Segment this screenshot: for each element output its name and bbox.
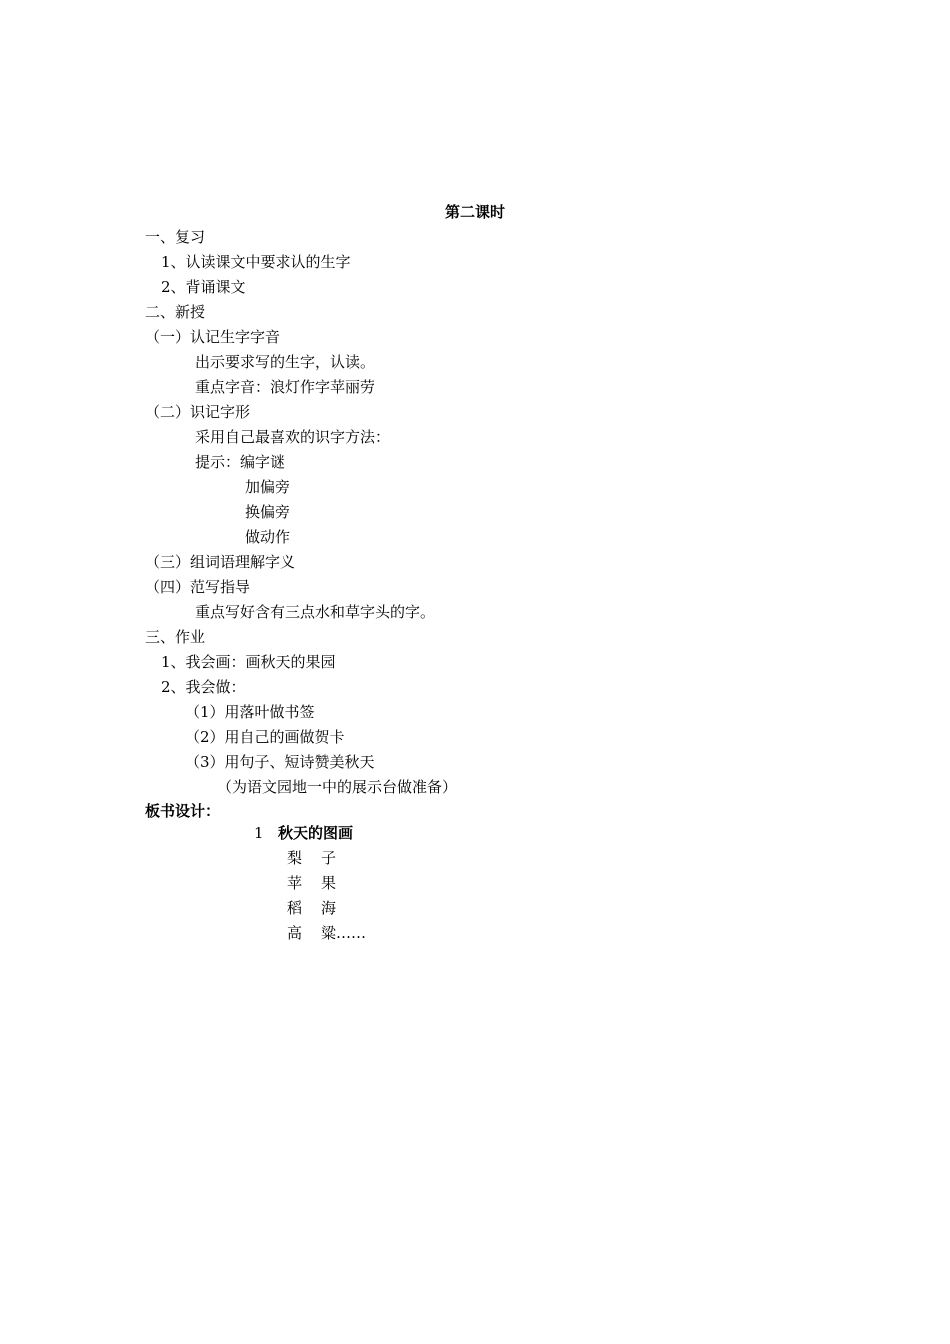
board-word-second: 粱…… bbox=[321, 924, 367, 942]
homework-subitem-1: （1）用落叶做书签 bbox=[185, 703, 315, 721]
board-word-pair bbox=[287, 896, 336, 921]
subsection-word-meaning: （三）组词语理解字义 bbox=[145, 553, 296, 571]
review-item-2: 2、背诵课文 bbox=[161, 278, 246, 296]
board-word-pair bbox=[287, 921, 366, 946]
subsection-writing-guide: （四）范写指导 bbox=[145, 578, 251, 596]
subsection-character-form: （二）识记字形 bbox=[145, 403, 251, 421]
homework-item-1: 1、我会画：画秋天的果园 bbox=[161, 653, 336, 671]
subsection-pronunciation: （一）认记生字字音 bbox=[145, 328, 281, 346]
board-word-second: 果 bbox=[321, 874, 337, 892]
board-word-second: 海 bbox=[321, 899, 337, 917]
character-form-method: 采用自己最喜欢的识字方法： bbox=[195, 428, 391, 446]
pronunciation-item-1: 出示要求写的生字，认读。 bbox=[195, 353, 376, 371]
pronunciation-item-2: 重点字音：浪灯作字苹丽劳 bbox=[195, 378, 376, 396]
board-word-first: 稻 bbox=[287, 899, 303, 917]
board-word-second: 子 bbox=[321, 849, 337, 867]
homework-subitem-3: （3）用句子、短诗赞美秋天 bbox=[185, 753, 375, 771]
review-item-1: 1、认读课文中要求认的生字 bbox=[161, 253, 351, 271]
board-word-first: 苹 bbox=[287, 874, 303, 892]
hint-item-3: 换偏旁 bbox=[245, 503, 291, 521]
board-design-label: 板书设计： bbox=[145, 802, 221, 820]
board-word-pair bbox=[287, 846, 336, 871]
board-title-number: 1 bbox=[254, 824, 264, 842]
section-new-lesson-heading: 二、新授 bbox=[145, 303, 206, 321]
board-title-text: 秋天的图画 bbox=[278, 824, 354, 842]
homework-subitem-2: （2）用自己的画做贺卡 bbox=[185, 728, 345, 746]
homework-note: （为语文园地一中的展示台做准备） bbox=[217, 778, 458, 796]
hint-item-2: 加偏旁 bbox=[245, 478, 291, 496]
board-word-pair bbox=[287, 871, 336, 896]
board-word-first: 梨 bbox=[287, 849, 303, 867]
section-homework-heading: 三、作业 bbox=[145, 628, 206, 646]
lesson-title: 第二课时 bbox=[444, 203, 505, 221]
writing-guide-item: 重点写好含有三点水和草字头的字。 bbox=[195, 603, 436, 621]
board-title bbox=[254, 821, 353, 846]
homework-item-2: 2、我会做： bbox=[161, 678, 246, 696]
hint-item-1: 提示：编字谜 bbox=[195, 453, 286, 471]
hint-item-4: 做动作 bbox=[245, 528, 291, 546]
board-word-first: 高 bbox=[287, 924, 303, 942]
section-review-heading: 一、复习 bbox=[145, 228, 206, 246]
